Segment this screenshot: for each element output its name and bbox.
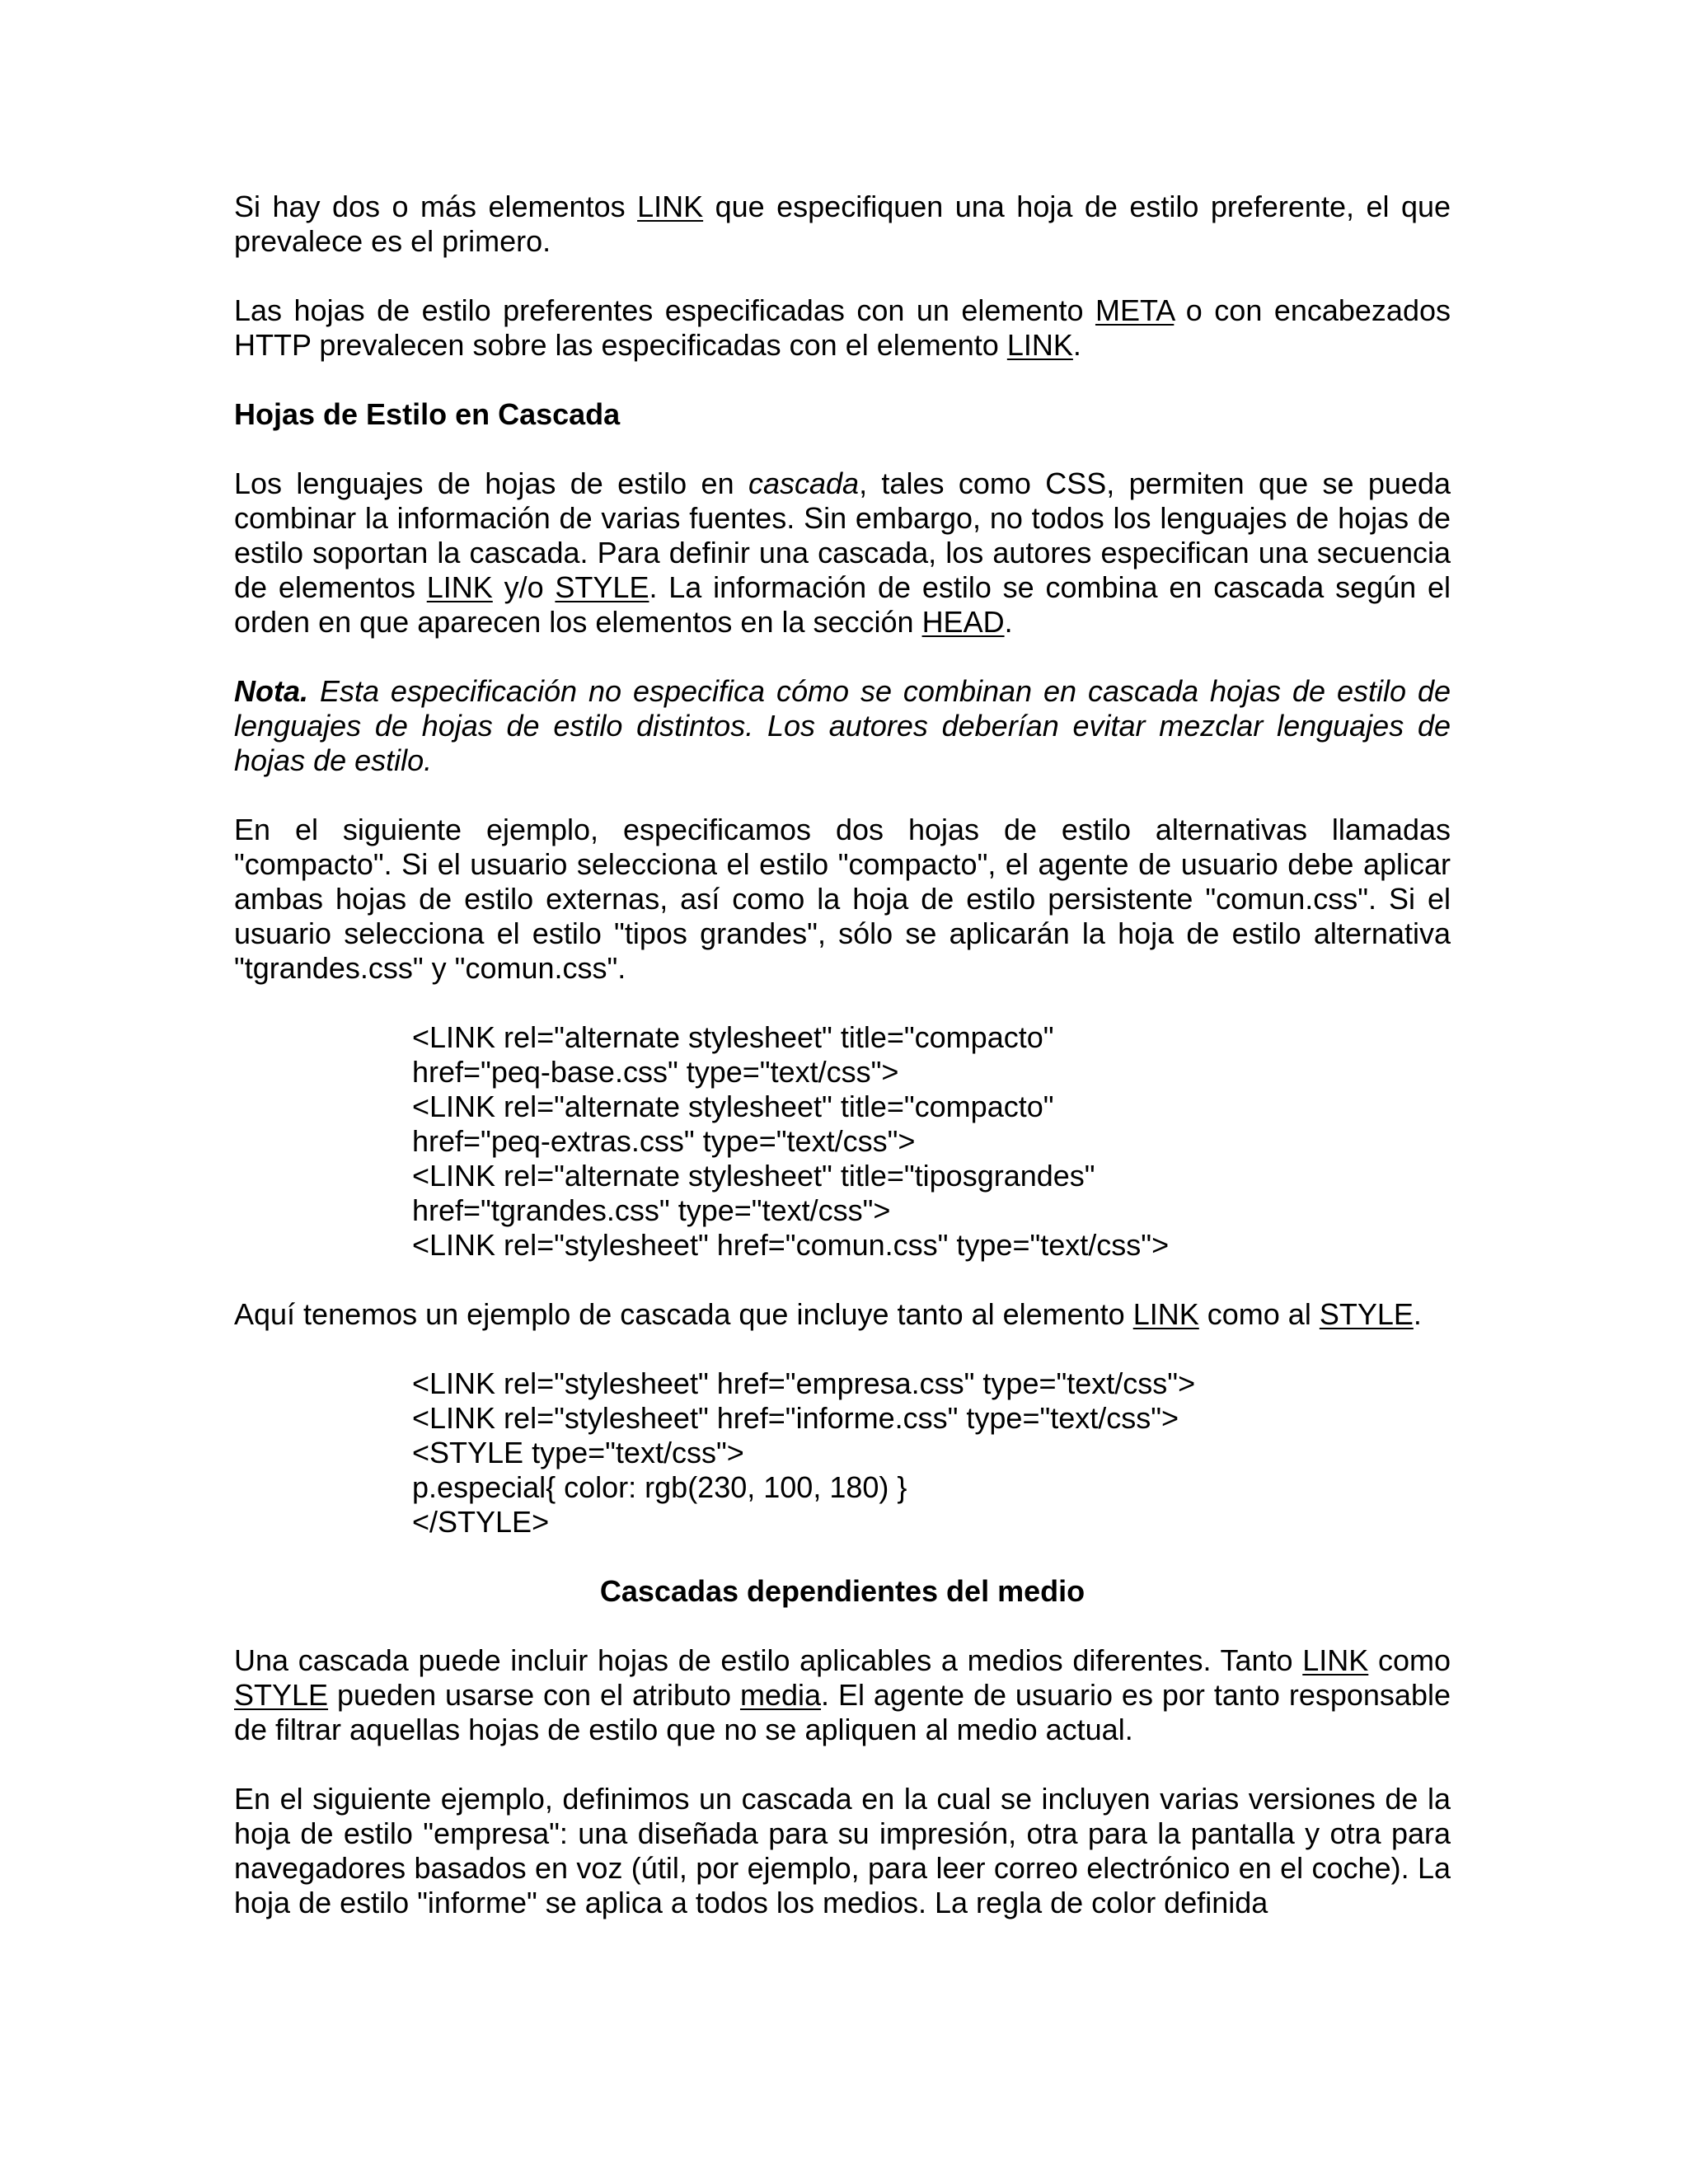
code-line: </STYLE>	[412, 1505, 550, 1539]
paragraph-alternate-example: En el siguiente ejemplo, especificamos dos hojas de estilo alternativas llamadas "compacto". Si el usuario selecciona el estilo "compacto", el agente de usuario debe aplicar ambas hojas de estilo externas, así como la hoja de estilo persistente "comun.css". Si el usuario selecciona el estilo "tipos grandes", sólo se aplicarán la hoja de estilo alternativa "tgrandes.css" y "comun.css".	[234, 813, 1451, 985]
link-LINK[interactable]: LINK	[1302, 1643, 1369, 1677]
code-block-link-style	[412, 1366, 1451, 1540]
paragraph-cascade-languages: Los lenguajes de hojas de estilo en cascada, tales como CSS, permiten que se pueda combinar la información de varias fuentes. Sin embargo, no todos los lenguajes de hojas de estilo soportan la cascada. Para definir una cascada, los autores especifican una secuencia de elementos LINK y/o STYLE. La información de estilo se combina en cascada según el orden en que aparecen los elementos en la sección HEAD.	[234, 466, 1451, 639]
code-line: <LINK rel="alternate stylesheet" title="tiposgrandes"	[412, 1159, 1095, 1193]
link-LINK[interactable]: LINK	[1132, 1297, 1199, 1331]
link-media-attribute[interactable]: media	[739, 1678, 822, 1712]
note-paragraph: Nota. Esta especificación no especifica cómo se combinan en cascada hojas de estilo de lenguajes de hojas de estilo distintos. Los autores deberían evitar mezclar lenguajes de hojas de estilo.	[234, 674, 1451, 777]
code-line: <STYLE type="text/css">	[412, 1436, 744, 1469]
paragraph-preferred-link: Si hay dos o más elementos LINK que especifiquen una hoja de estilo preferente, el que prevalece es el primero.	[234, 190, 1451, 258]
heading-media-cascades: Cascadas dependientes del medio	[599, 1574, 1085, 1608]
link-STYLE[interactable]: STYLE	[234, 1678, 329, 1712]
link-META[interactable]: META	[1095, 293, 1175, 327]
code-line: href="peq-base.css" type="text/css">	[412, 1055, 899, 1089]
paragraph-media-example: En el siguiente ejemplo, definimos un cascada en la cual se incluyen varias versiones de la hoja de estilo "empresa": una diseñada para su impresión, otra para la pantalla y otra para navegadores basados en voz (útil, por ejemplo, para leer correo electrónico en el coche). La hoja de estilo "informe" se aplica a todos los medios. La regla de color definida	[234, 1782, 1451, 1919]
link-HEAD[interactable]: HEAD	[921, 605, 1005, 639]
paragraph-cascade-example-intro: Aquí tenemos un ejemplo de cascada que incluye tanto al elemento LINK como al STYLE.	[234, 1297, 1422, 1331]
document-page	[234, 190, 1451, 1955]
paragraph-media-cascade: Una cascada puede incluir hojas de estilo aplicables a medios diferentes. Tanto LINK como STYLE pueden usarse con el atributo media. El agente de usuario es por tanto responsable de filtrar aquellas hojas de estilo que no se apliquen al medio actual.	[234, 1643, 1451, 1746]
code-line: <LINK rel="stylesheet" href="informe.css" type="text/css">	[412, 1401, 1179, 1435]
code-line: <LINK rel="stylesheet" href="comun.css" type="text/css">	[412, 1228, 1170, 1262]
link-LINK[interactable]: LINK	[637, 190, 704, 223]
code-line: <LINK rel="alternate stylesheet" title="compacto"	[412, 1090, 1054, 1123]
note-label: Nota.	[234, 674, 308, 708]
code-line: href="tgrandes.css" type="text/css">	[412, 1193, 891, 1227]
link-LINK[interactable]: LINK	[426, 570, 493, 604]
code-line: <LINK rel="stylesheet" href="empresa.css" type="text/css">	[412, 1366, 1196, 1400]
code-line: <LINK rel="alternate stylesheet" title="compacto"	[412, 1020, 1054, 1054]
link-LINK[interactable]: LINK	[1006, 328, 1073, 362]
link-STYLE[interactable]: STYLE	[1319, 1297, 1414, 1331]
heading-cascading-style-sheets: Hojas de Estilo en Cascada	[234, 397, 621, 431]
code-block-alternate-links	[412, 1020, 1451, 1263]
code-line: href="peq-extras.css" type="text/css">	[412, 1124, 916, 1158]
link-STYLE[interactable]: STYLE	[555, 570, 649, 604]
code-line: p.especial{ color: rgb(230, 100, 180) }	[412, 1470, 907, 1504]
paragraph-meta-http: Las hojas de estilo preferentes especificadas con un elemento META o con encabezados HTTP prevalecen sobre las especificadas con el elemento LINK.	[234, 293, 1451, 362]
